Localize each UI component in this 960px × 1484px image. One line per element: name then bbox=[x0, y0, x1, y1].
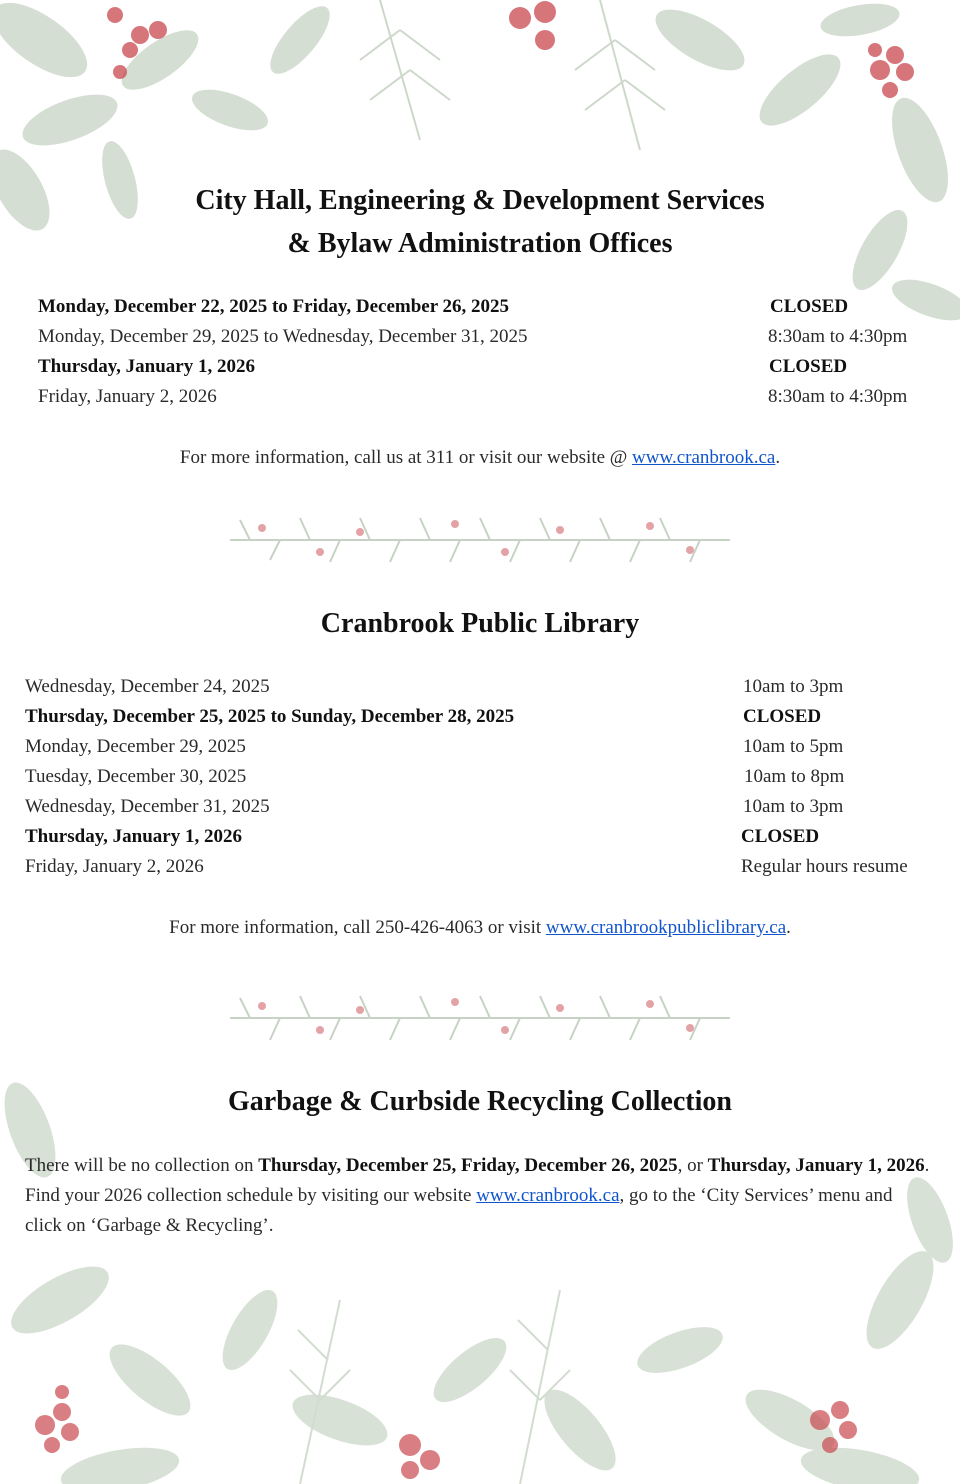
garbage-website-link[interactable]: www.cranbrook.ca bbox=[476, 1185, 620, 1206]
garbage-text: , or bbox=[677, 1155, 708, 1176]
schedule-hours: Regular hours resume bbox=[741, 856, 908, 877]
schedule-row bbox=[0, 702, 960, 732]
city-hall-title-line2: & Bylaw Administration Offices bbox=[287, 228, 673, 259]
schedule-date: Monday, December 29, 2025 bbox=[25, 736, 246, 757]
city-hall-info-text: For more information, call us at 311 or visit our website @ bbox=[179, 447, 633, 468]
city-hall-schedule bbox=[0, 292, 960, 412]
garbage-paragraph bbox=[25, 1151, 930, 1241]
library-info-suffix: . bbox=[786, 917, 791, 938]
garbage-date-bold: Thursday, January 1, 2026 bbox=[707, 1155, 925, 1176]
schedule-hours: 10am to 5pm bbox=[743, 736, 844, 757]
garbage-text: , go to the ‘City Services’ menu and click on ‘Garbage & Recycling’. bbox=[25, 1185, 893, 1236]
schedule-date: Tuesday, December 30, 2025 bbox=[25, 766, 247, 787]
garbage-dates-bold: Thursday, December 25, Friday, December 26, 2025 bbox=[258, 1155, 678, 1176]
schedule-hours: CLOSED bbox=[769, 356, 848, 377]
garbage-text: . Find your 2026 collection schedule by visiting our website bbox=[25, 1155, 930, 1206]
city-hall-title bbox=[0, 179, 960, 265]
schedule-date: Thursday, January 1, 2026 bbox=[38, 356, 255, 377]
schedule-date: Thursday, January 1, 2026 bbox=[25, 826, 242, 847]
schedule-hours: CLOSED bbox=[743, 706, 822, 727]
library-website-link[interactable]: www.cranbrookpubliclibrary.ca bbox=[545, 917, 787, 938]
cranbrook-website-link[interactable]: www.cranbrook.ca bbox=[632, 447, 776, 468]
schedule-row bbox=[0, 352, 960, 382]
schedule-hours: 10am to 3pm bbox=[743, 796, 844, 817]
library-schedule bbox=[0, 672, 960, 882]
schedule-hours: CLOSED bbox=[770, 296, 849, 317]
schedule-date: Monday, December 29, 2025 to Wednesday, December 31, 2025 bbox=[38, 326, 528, 347]
schedule-date: Wednesday, December 24, 2025 bbox=[25, 676, 270, 697]
schedule-row bbox=[0, 292, 960, 322]
schedule-hours: 8:30am to 4:30pm bbox=[768, 326, 908, 347]
schedule-row bbox=[0, 672, 960, 702]
schedule-hours: 10am to 3pm bbox=[743, 676, 844, 697]
schedule-row bbox=[0, 762, 960, 792]
schedule-hours: 8:30am to 4:30pm bbox=[768, 386, 908, 407]
library-title: Cranbrook Public Library bbox=[320, 608, 640, 639]
schedule-row bbox=[0, 322, 960, 352]
city-hall-info-suffix: . bbox=[775, 447, 781, 468]
schedule-date: Friday, January 2, 2026 bbox=[25, 856, 204, 877]
schedule-date: Thursday, December 25, 2025 to Sunday, December 28, 2025 bbox=[25, 706, 515, 727]
schedule-hours: CLOSED bbox=[741, 826, 820, 847]
garbage-text: There will be no collection on bbox=[25, 1155, 259, 1176]
schedule-row bbox=[0, 732, 960, 762]
city-hall-title-line1: City Hall, Engineering & Development Services bbox=[195, 185, 765, 216]
schedule-date: Wednesday, December 31, 2025 bbox=[25, 796, 270, 817]
schedule-date: Friday, January 2, 2026 bbox=[38, 386, 217, 407]
schedule-date: Monday, December 22, 2025 to Friday, December 26, 2025 bbox=[38, 296, 510, 317]
library-info bbox=[0, 913, 960, 943]
library-info-text: For more information, call 250-426-4063 or visit bbox=[169, 917, 546, 938]
schedule-row bbox=[0, 792, 960, 822]
city-hall-info bbox=[0, 443, 960, 473]
schedule-row bbox=[0, 852, 960, 882]
schedule-row bbox=[0, 382, 960, 412]
schedule-hours: 10am to 8pm bbox=[744, 766, 845, 787]
garbage-title: Garbage & Curbside Recycling Collection bbox=[228, 1086, 732, 1117]
schedule-row bbox=[0, 822, 960, 852]
